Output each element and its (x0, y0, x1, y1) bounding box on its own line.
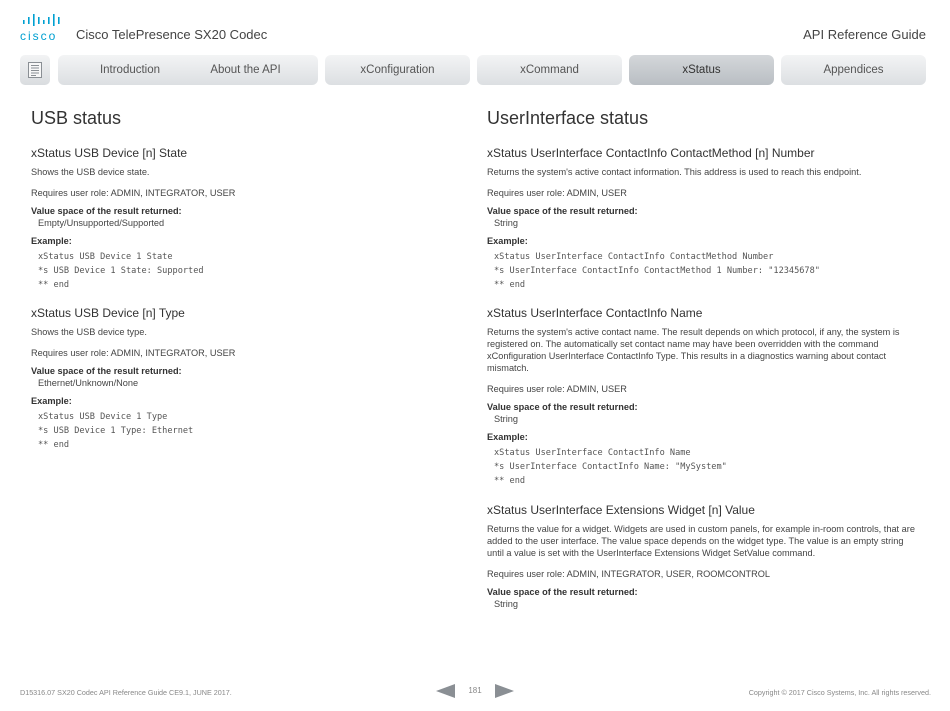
cisco-wordmark: cisco (20, 29, 58, 43)
value-space: String (494, 414, 519, 425)
code-line: ** end (494, 475, 526, 486)
value-space-label: Value space of the result returned: (31, 206, 182, 216)
document-list-icon (28, 62, 42, 78)
contactmethod-number-entry (487, 146, 922, 292)
previous-page-arrow-icon[interactable] (436, 684, 455, 698)
usb-status-column (31, 108, 451, 467)
cisco-bars-icon (22, 14, 62, 28)
code-line: *s UserInterface ContactInfo Name: "MySystem" (494, 462, 727, 473)
entry-description: Returns the system's active contact information. This address is used to reach this endpoint. (487, 167, 862, 177)
entry-heading: xStatus UserInterface ContactInfo ContactMethod [n] Number (487, 146, 815, 160)
page-header (0, 0, 950, 50)
product-title: Cisco TelePresence SX20 Codec (76, 27, 268, 42)
code-example (38, 411, 451, 452)
entry-role: Requires user role: ADMIN, USER (487, 384, 627, 395)
example-label: Example: (31, 236, 72, 246)
cisco-logo (20, 14, 64, 42)
code-line: *s USB Device 1 State: Supported (38, 265, 204, 276)
tab-introduction[interactable]: Introduction (58, 55, 202, 85)
value-space-label: Value space of the result returned: (31, 366, 182, 377)
section-title: USB status (31, 108, 122, 128)
entry-heading: xStatus USB Device [n] State (31, 146, 188, 160)
entry-heading: xStatus UserInterface ContactInfo Name (487, 306, 703, 321)
code-line: xStatus UserInterface ContactInfo Name (494, 448, 691, 459)
entry-description: Returns the system's active contact name. The result depends on which protocol, if any, the system is registered on. The automatically set contact name may have been overridden with the command xConfiguration UserInterface ContactInfo Type. This results in a diagnostics warning about contact mismatch. (487, 327, 900, 374)
usb-device-state-entry (31, 146, 451, 292)
guide-title: API Reference Guide (803, 27, 926, 42)
example-label: Example: (487, 432, 528, 443)
contactinfo-name-entry (487, 306, 922, 488)
code-line: ** end (494, 279, 526, 290)
value-space-label: Value space of the result returned: (487, 402, 638, 413)
example-label: Example: (487, 236, 528, 246)
value-space: Ethernet/Unknown/None (38, 378, 139, 389)
value-space-label: Value space of the result returned: (487, 206, 638, 216)
tab-about-the-api[interactable]: About the API (173, 55, 318, 85)
document-id: D15316.07 SX20 Codec API Reference Guide CE9.1, JUNE 2017. (20, 688, 232, 697)
entry-description: Shows the USB device type. (31, 327, 147, 338)
tab-appendices[interactable]: Appendices (781, 55, 926, 85)
menu-button[interactable] (20, 55, 50, 85)
page-navigation (436, 683, 514, 699)
next-page-arrow-icon[interactable] (495, 684, 514, 698)
value-space-label: Value space of the result returned: (487, 586, 638, 597)
tab-bar (20, 55, 930, 85)
tab-xcommand[interactable]: xCommand (477, 55, 622, 85)
tab-xstatus[interactable]: xStatus (629, 55, 774, 85)
entry-role: Requires user role: ADMIN, USER (487, 188, 627, 198)
entry-role: Requires user role: ADMIN, INTEGRATOR, USER, ROOMCONTROL (487, 568, 770, 579)
userinterface-status-column (487, 108, 922, 623)
copyright: Copyright © 2017 Cisco Systems, Inc. All rights reserved. (748, 688, 931, 697)
tab-xconfiguration[interactable]: xConfiguration (325, 55, 470, 85)
code-line: ** end (38, 439, 70, 450)
code-line: xStatus USB Device 1 State (38, 252, 173, 262)
code-line: *s UserInterface ContactInfo ContactMethod 1 Number: "12345678" (494, 265, 820, 276)
code-line: *s USB Device 1 Type: Ethernet (38, 426, 194, 437)
code-line: xStatus UserInterface ContactInfo ContactMethod Number (494, 252, 774, 262)
page-number: 181 (468, 686, 482, 695)
code-line: ** end (38, 279, 70, 290)
value-space: Empty/Unsupported/Supported (38, 218, 165, 228)
section-title: UserInterface status (487, 108, 649, 128)
extensions-widget-value-entry (487, 503, 922, 609)
value-space: String (494, 598, 519, 609)
entry-description: Returns the value for a widget. Widgets are used in custom panels, for example in-room controls, that are added to the user interface. The value space depends on the widget type. The value is an empty string until a value is set with the UserInterface Extensions Widget SetValue command. (487, 523, 915, 558)
entry-heading: xStatus USB Device [n] Type (31, 306, 185, 321)
code-example (38, 251, 451, 292)
entry-heading: xStatus UserInterface Extensions Widget [n] Value (487, 502, 755, 517)
code-line: xStatus USB Device 1 Type (38, 412, 168, 423)
entry-role: Requires user role: ADMIN, INTEGRATOR, USER (31, 188, 236, 198)
code-example (494, 447, 922, 488)
usb-device-type-entry (31, 306, 451, 452)
code-example (494, 251, 922, 292)
entry-role: Requires user role: ADMIN, INTEGRATOR, USER (31, 348, 236, 359)
value-space: String (494, 218, 519, 228)
entry-description: Shows the USB device state. (31, 167, 150, 177)
example-label: Example: (31, 396, 72, 407)
